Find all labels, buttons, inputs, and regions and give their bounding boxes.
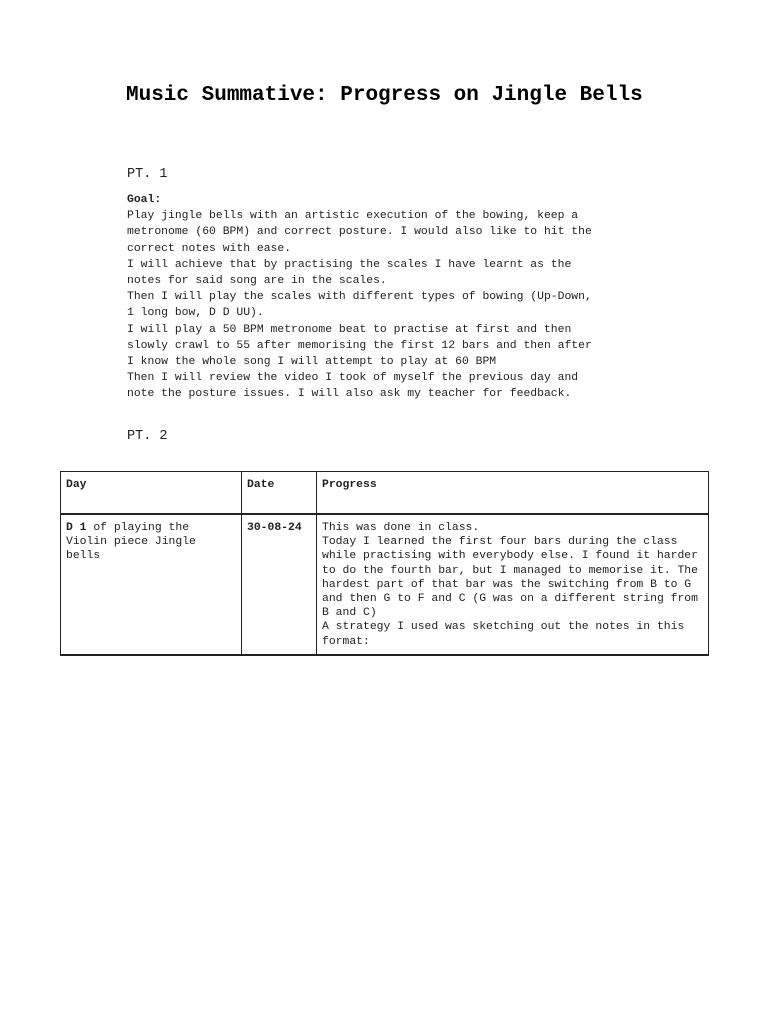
header-day: Day: [61, 472, 242, 515]
day-number: D 1: [66, 522, 87, 534]
document-title: Music Summative: Progress on Jingle Bells: [126, 84, 643, 107]
goal-line: Then I will review the video I took of myself the previous day and: [127, 372, 579, 385]
goal-line: metronome (60 BPM) and correct posture. I would also like to hit the: [127, 226, 592, 239]
day-cell: [61, 514, 242, 655]
header-date: Date: [242, 472, 317, 515]
progress-paragraph: Today I learned the first four bars during the class while practising with everybody else. I found it harder to do the fourth bar, but I managed to memorise it. The hardest part of that bar was the switching from B to G and then G to F and C (G was on a different string from B and C): [322, 536, 698, 620]
goal-heading: Goal:: [127, 194, 162, 206]
goal-line: note the posture issues. I will also ask my teacher for feedback.: [127, 388, 572, 401]
goal-line: 1 long bow, D D UU).: [127, 307, 264, 320]
progress-paragraph: This was done in class.: [322, 522, 480, 534]
table-header-row: [61, 472, 709, 515]
day-description: of playing the Violin piece Jingle bells: [66, 522, 196, 563]
goal-line: Then I will play the scales with different types of bowing (Up-Down,: [127, 291, 592, 304]
goal-line: slowly crawl to 55 after memorising the first 12 bars and then after: [127, 339, 592, 352]
part-2-label: PT. 2: [127, 429, 168, 444]
goal-section: [127, 192, 667, 403]
goal-line: I will play a 50 BPM metronome beat to practise at first and then: [127, 323, 572, 336]
header-progress: Progress: [317, 472, 709, 515]
goal-line: Play jingle bells with an artistic execution of the bowing, keep a: [127, 210, 579, 223]
part-1-label: PT. 1: [127, 167, 168, 182]
progress-paragraph: A strategy I used was sketching out the notes in this format:: [322, 621, 685, 648]
progress-cell: [317, 514, 709, 655]
date-cell: 30-08-24: [242, 514, 317, 655]
goal-line: notes for said song are in the scales.: [127, 275, 387, 288]
goal-line: I will achieve that by practising the scales I have learnt as the: [127, 258, 572, 271]
progress-table: [60, 471, 709, 656]
table-row: [61, 514, 709, 655]
goal-line: I know the whole song I will attempt to play at 60 BPM: [127, 356, 497, 369]
goal-line: correct notes with ease.: [127, 242, 292, 255]
